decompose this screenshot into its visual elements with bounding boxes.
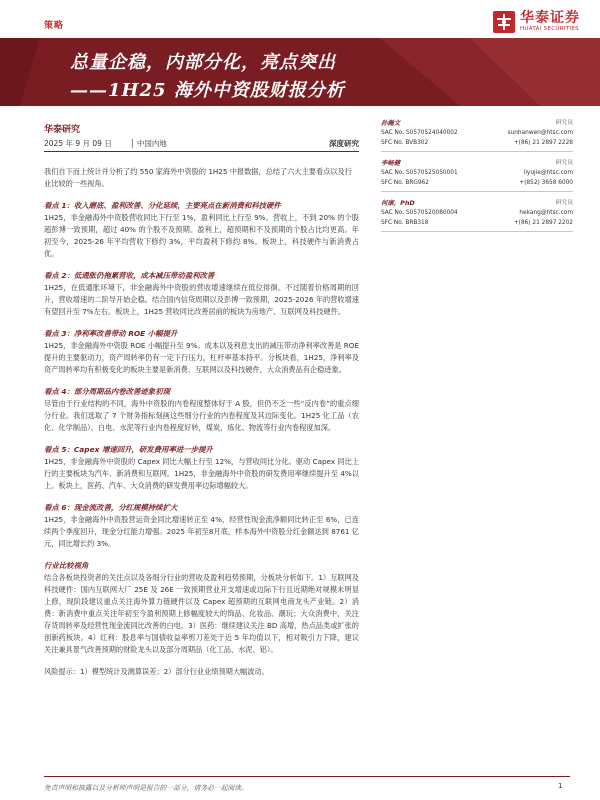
analyst-card bbox=[381, 116, 573, 152]
analyst-name: 何康，PhD bbox=[381, 199, 415, 207]
top-bar bbox=[0, 0, 600, 36]
analyst-email: hekang@htsc.com bbox=[519, 210, 573, 216]
report-region: │ 中国内地 bbox=[130, 139, 167, 148]
risk-warning bbox=[44, 666, 359, 678]
analyst-sfc: SFC No. BRG962 bbox=[381, 180, 429, 186]
section-heading: 看点 1：收入磨底、盈利改善、分化延续，主要亮点在新消费和科技硬件 bbox=[44, 201, 281, 210]
analyst-phone: +(852) 3658 6000 bbox=[519, 180, 573, 186]
analyst-email: sunhanwen@htsc.com bbox=[507, 130, 573, 136]
section-1 bbox=[44, 200, 359, 260]
footer-disclaimer: 免责声明和披露以及分析师声明是报告的一部分，请务必一起阅读。 bbox=[44, 784, 248, 792]
research-source: 华泰研究 bbox=[44, 125, 81, 135]
section-body: 1H25，非金融海外中资股 ROE 小幅提升至 9%。成本以及利息支出的减压带动净利率改善是 ROE 提升的主要驱动力，资产周转率仍有一定下行压力，杠杆率基本持平。分板块看，1H25，净利率及资产周转率均有积极变化的板块主要是新消费、互联网以及科技硬件，大众消费品有企稳迹象。 bbox=[44, 341, 359, 374]
report-type: 深度研究 bbox=[329, 139, 359, 148]
logo-english-name: HUATAI SECURITIES bbox=[520, 26, 579, 32]
section-4 bbox=[44, 386, 359, 434]
analyst-sfc: SFC No. BVB302 bbox=[381, 140, 429, 146]
analyst-role: 研究员 bbox=[555, 200, 573, 206]
analyst-role: 研究员 bbox=[555, 160, 573, 166]
section-heading: 看点 6：现金流改善，分红规模持续扩大 bbox=[44, 503, 178, 512]
section-body: 结合各板块投资者的关注点以及各细分行业的营收及盈利趋势预期，分板块分析如下。1）互联网及科技硬件：国内互联网大厂 25E 及 26E 一致预期营业开支增速或边际下行且近期绝对规模未明显上修，现阶段建议重点关注海外算力链硬件以及 Capex 超预期的互联网电商龙头产业链。2）消费：新消费中重点关注年初至今盈利预期上修幅度较大的饰品、化妆品、潮玩；大众消费中，关注存货周转率及经营性现金流同比改善的白电。3）医药：继续建议关注 BD 高增，热点品类或扩张的创新药板块。4）红利：股息率与国债收益率剪刀差处于近 5 年均值以下，相对吸引力下降，建议关注兼具景气改善预期的财险龙头以及部分周期品（化工品、水泥、铝）。 bbox=[44, 573, 359, 654]
analyst-phone: +(86) 21 2897 2228 bbox=[513, 140, 573, 146]
section-heading: 看点 5：Capex 增速回升，研发费用率进一步提升 bbox=[44, 445, 213, 454]
section-body: 1H25，非金融海外中资股营运资金同比增速转正至 4%，经营性现金流净额同比转正至 6%，已连续两个季度回升，现金分红能力增强。2025 年初至8月底，样本海外中资股分红金额达到 8761 亿元，同比增长约 3%。 bbox=[44, 515, 359, 548]
analyst-email: liyujie@htsc.com bbox=[523, 170, 573, 176]
intro-paragraph: 我们自下而上统计并分析了约 550 家海外中资股的 1H25 中报数据，总结了六大主要看点以及行业比较的一些视角。 bbox=[44, 167, 352, 188]
main-content bbox=[44, 166, 359, 688]
analyst-sac: SAC No. S0570520080004 bbox=[381, 210, 458, 216]
section-heading: 看点 2：低通胀仍拖累营收，成本减压带动盈利改善 bbox=[44, 271, 215, 280]
page-number: 1 bbox=[558, 782, 563, 790]
analyst-sidebar bbox=[381, 116, 573, 236]
analyst-sac: SAC No. S0570525050001 bbox=[381, 170, 458, 176]
analyst-sfc: SFC No. BRB318 bbox=[381, 220, 429, 226]
section-5 bbox=[44, 444, 359, 492]
footer-divider bbox=[44, 776, 570, 777]
risk-warning-text: 风险提示：1）模型统计及测算误差；2）部分行业业绩预期大幅波动。 bbox=[44, 667, 269, 676]
analyst-sac: SAC No. S0570524040002 bbox=[381, 130, 458, 136]
section-heading: 行业比较视角 bbox=[44, 561, 89, 570]
section-body: 1H25，在低通胀环境下，非金融海外中资股的营收增速继续在低位徘徊。不过随着价格周期的回升，营收增速的二阶导开始企稳。结合国内信贷周期以及彭博一致预期，2025-2026 年的营收增速有望回升至 7%左右。板块上，1H25 营收同比改善居前的板块为房地产、互联网及科技硬件。 bbox=[44, 283, 359, 316]
section-body: 1H25，非金融海外中资股的 Capex 同比大幅上行至 12%，与营收同比分化。驱动 Capex 同比上行的主要板块为汽车、新消费和互联网。1H25，非金融海外中资股的研发费用率继续提升至 4%以上。板块上，医药、汽车、大众消费的研发费用率边际增幅较大。 bbox=[44, 457, 359, 490]
section-6 bbox=[44, 502, 359, 550]
section-heading: 看点 3：净利率改善带动 ROE 小幅提升 bbox=[44, 329, 178, 338]
section-body: 尽管由于行业结构的不同，海外中资股的内卷程度整体好于 A 股，但仍不乏一些“反内卷”的重点细分行业。我们选取了 7 个财务指标刻画这些细分行业的内卷程度及其边际变化。1H25 化工品（农化、化学制品）、白电、水泥等行业内卷程度好转，煤炭、炼化、物流等行业内卷程度加深。 bbox=[44, 399, 359, 432]
section-heading: 看点 4：部分周期品内卷改善迹象初现 bbox=[44, 387, 170, 396]
report-subtitle: ——1H25 海外中资股财报分析 bbox=[70, 80, 345, 101]
company-logo bbox=[493, 10, 580, 33]
title-banner bbox=[0, 38, 600, 106]
analyst-card bbox=[381, 156, 573, 192]
section-industry-comparison bbox=[44, 560, 359, 656]
section-2 bbox=[44, 270, 359, 318]
analyst-role: 研究员 bbox=[555, 120, 573, 126]
analyst-phone: +(86) 21 2897 2202 bbox=[513, 220, 573, 226]
huatai-logo-icon bbox=[493, 11, 515, 33]
analyst-name: 孙瀚文 bbox=[381, 119, 401, 127]
report-title: 总量企稳，内部分化，亮点突出 bbox=[70, 52, 336, 73]
analyst-name: 李畅健 bbox=[381, 159, 401, 167]
logo-chinese-name: 华泰证券 bbox=[520, 10, 580, 26]
report-category-tag: 策略 bbox=[44, 21, 65, 31]
section-body: 1H25，非金融海外中资股营收同比下行至 1%，盈利同比上行至 9%。营收上，不到 20% 的个股超彭博一致预期，超过 40% 的个股不及预期。盈利上，超预期和不及预期的个股占比均更高。年初至今，2025-26 年平均营收下修约 3%，平均盈利下修约 8%。板块上，科技硬件与新消费占优。 bbox=[44, 213, 359, 258]
analyst-card bbox=[381, 196, 573, 232]
report-meta-line bbox=[44, 138, 359, 152]
report-date: 2025 年 9 月 09 日 bbox=[44, 139, 112, 148]
section-3 bbox=[44, 328, 359, 376]
